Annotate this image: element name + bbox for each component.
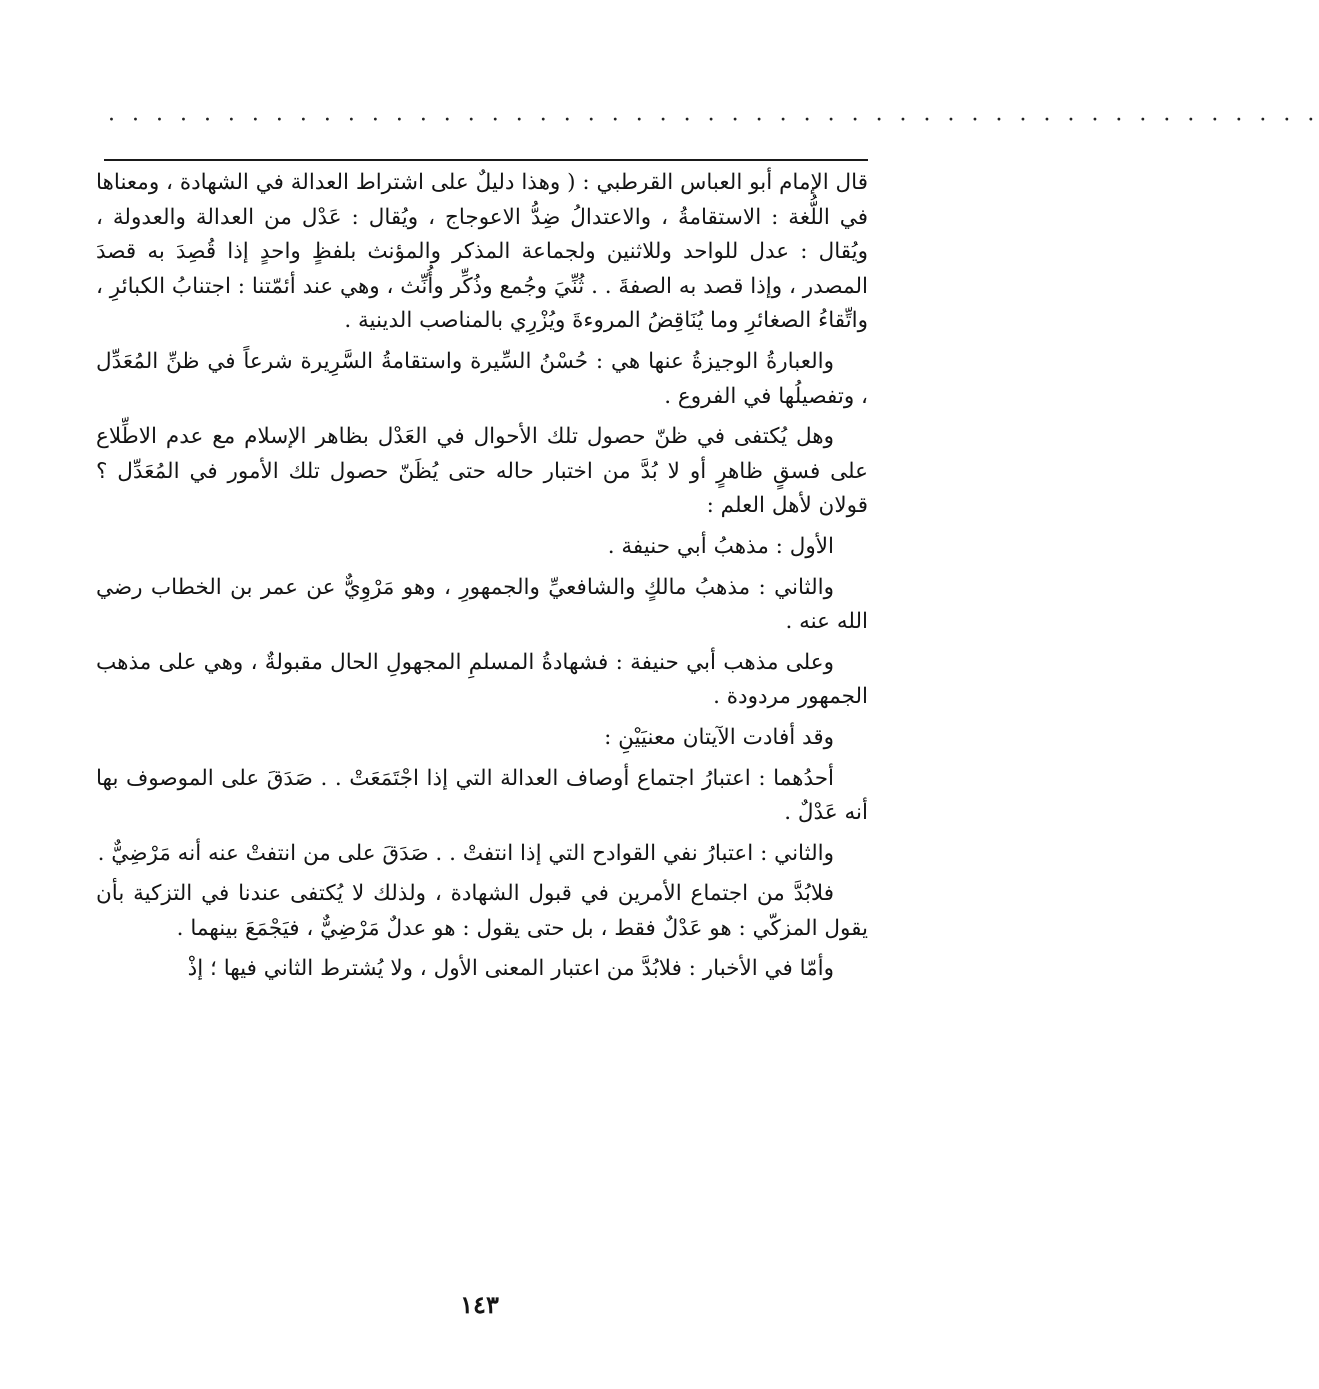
paragraph: والثاني : مذهبُ مالكٍ والشافعيِّ والجمهورِ ، وهو مَرْوِيٌّ عن عمر بن الخطاب رضي الله عنه . <box>96 574 868 635</box>
separator-dots: · · · · · · · · · · · · · · · · · · · · · · · · · · · · · · · · · · · · · · · · · · · · · · · · · · · <box>108 108 1319 133</box>
paragraph: وقد أفادت الآيتان معنيَيْنِ : <box>604 724 834 750</box>
header-rule <box>104 159 868 161</box>
paragraph: قال الإمام أبو العباس القرطبي : ( وهذا دليلٌ على اشتراط العدالة في الشهادة ، ومعناها في اللُّغة : الاستقامةُ ، والاعتدالُ ضِدُّ الاعوجاج ، ويُقال : عَدْل من العدالة والعدولة ، ويُقال : عدل للواحد وللاثنين ولجماعة المذكر والمؤنث بلفظٍ واحدٍ إذا قُصِدَ به قصدَ المصدر ، وإذا قصد به الصفةَ . . ثُنِّيَ وجُمع وذُكِّر وأُنِّث ، وهي عند أئمّتنا : اجتنابُ الكبائرِ ، واتِّقاءُ الصغائرِ وما يُنَاقِضُ المروءةَ ويُزْرِي بالمناصب الدينية . <box>96 170 868 334</box>
paragraph: والعبارةُ الوجيزةُ عنها هي : حُسْنُ السِّيرة واستقامةُ السَّرِيرة شرعاً في ظنِّ المُعَدِّل ، وتفصيلُها في الفروع . <box>96 348 868 409</box>
paragraph: فلابُدَّ من اجتماع الأمرين في قبول الشهادة ، ولذلك لا يُكتفى عندنا في التزكية بأن يقول المزكّي : هو عَدْلٌ فقط ، بل حتى يقول : هو عدلٌ مَرْضِيٌّ ، فيَجْمَعَ بينهما . <box>96 881 868 941</box>
paragraph: والثاني : اعتبارُ نفي القوادح التي إذا انتفتْ . . صَدَقَ على من انتفتْ عنه أنه مَرْضِيٌّ . <box>97 840 834 866</box>
paragraph: وعلى مذهب أبي حنيفة : فشهادةُ المسلمِ المجهولِ الحال مقبولةٌ ، وهي على مذهب الجمهور مردودة . <box>96 649 868 710</box>
page-number: ١٤٣ <box>460 1290 499 1319</box>
paragraph: أحدُهما : اعتبارُ اجتماع أوصاف العدالة التي إذا اجْتَمَعَتْ . . صَدَقَ على الموصوف بها أنه عَدْلٌ . <box>96 765 868 826</box>
paragraph: الأول : مذهبُ أبي حنيفة . <box>607 533 834 559</box>
paragraph: وأمّا في الأخبار : فلابُدَّ من اعتبار المعنى الأول ، ولا يُشترط الثاني فيها ؛ إذْ <box>187 956 834 982</box>
main-text <box>96 166 868 1271</box>
paragraph: وهل يُكتفى في ظنّ حصول تلك الأحوال في العَدْل بظاهر الإسلام مع عدم الاطِّلاع على فسقٍ ظاهرٍ أو لا بُدَّ من اختبار حاله حتى يُظَنّ حصول تلك الأمور في المُعَدِّل ؟ قولان لأهل العلم : <box>96 424 868 519</box>
